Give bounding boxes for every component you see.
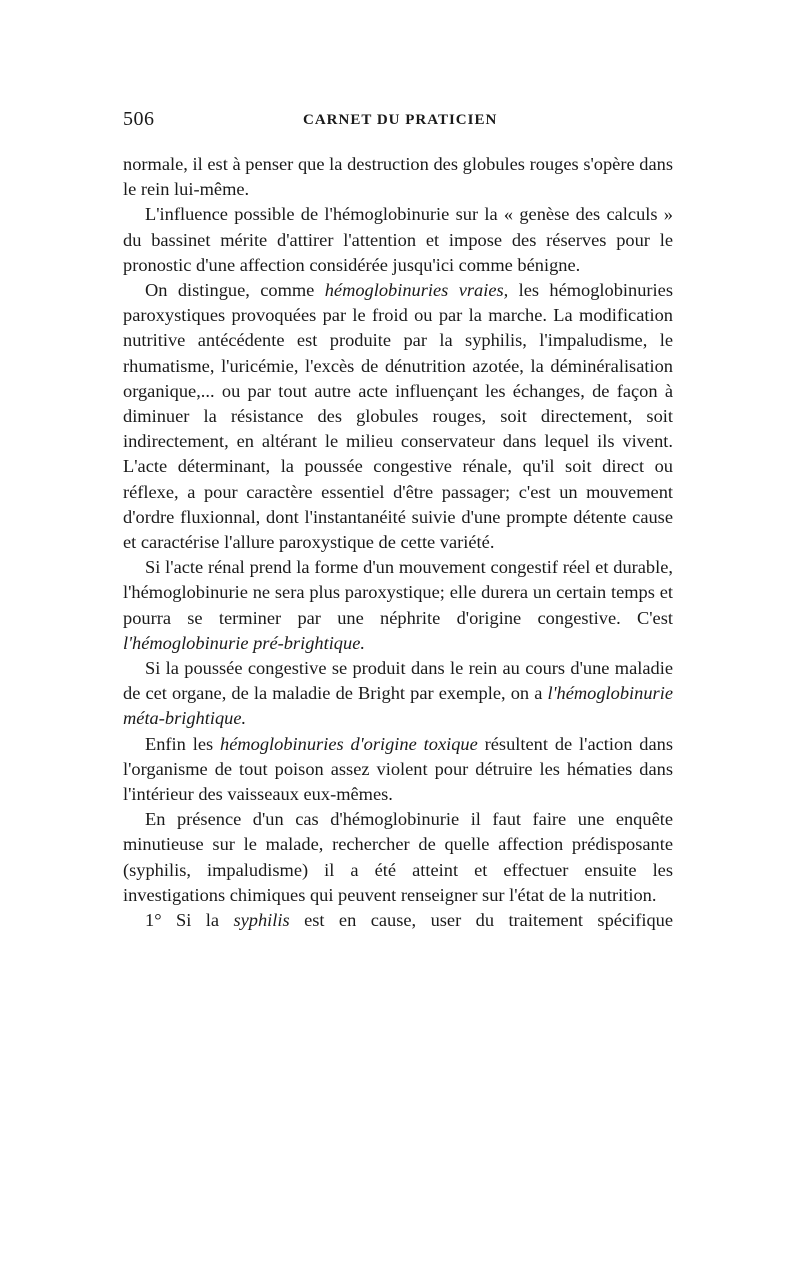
text-run: est en cause, user du traitement spécifique (289, 910, 673, 931)
page-number: 506 (123, 108, 155, 130)
paragraph (123, 807, 673, 908)
paragraph (123, 152, 673, 202)
text-run: résultent de l'action dans l'organisme de tout poison assez violent pour détruire les hématies dans l'intérieur des vaisseaux eux-mêmes. (123, 733, 673, 805)
paragraph (123, 202, 673, 278)
text-run: En présence d'un cas d'hémoglobinurie il faut faire une enquête minutieuse sur le malade, rechercher de quelle affection prédisposante (syphilis, impaludisme) il a été atteint et effectuer ensuite les investigations chimiques qui peuvent renseigner sur l'état de la nutrition. (123, 809, 673, 905)
paragraph (123, 908, 673, 933)
body-text (123, 152, 673, 933)
paragraph (123, 656, 673, 732)
italic-term: hémoglobinuries d'origine toxique (220, 733, 478, 754)
text-run: normale, il est à penser que la destruction des globules rouges s'opère dans le rein lui-même. (123, 154, 673, 200)
text-run: 1° Si la (145, 910, 234, 931)
paragraph (123, 555, 673, 656)
text-run: les hémoglobinuries paroxystiques provoquées par le froid ou par la marche. La modification nutritive antécédente est produite par la syphilis, l'impaludisme, le rhumatisme, l'uricémie, l'excès de dénutrition azotée, la déminéralisation organique,... ou par tout autre acte influençant les échanges, de façon à diminuer la résistance des globules rouges, soit directement, soit indirectement, en altérant le milieu conservateur dans lequel ils vivent. L'acte déterminant, la poussée congestive rénale, qu'il soit direct ou réflexe, a pour caractère essentiel d'être passager; c'est un mouvement d'ordre fluxionnal, dont l'instantanéité suivie d'une prompte détente cause et caractérise l'allure paroxystique de cette variété. (123, 280, 673, 553)
book-page (123, 108, 673, 933)
italic-term: l'hémoglobinurie méta-brightique. (123, 683, 673, 729)
paragraph (123, 278, 673, 555)
page-header (123, 108, 673, 142)
italic-term: hémoglobinuries vraies, (324, 280, 509, 301)
text-run: Si la poussée congestive se produit dans le rein au cours d'une maladie de cet organe, de la maladie de Bright par exemple, on a (123, 658, 673, 704)
text-run: Si l'acte rénal prend la forme d'un mouvement congestif réel et durable, l'hémoglobinurie ne sera plus paroxystique; elle durera un certain temps et pourra se terminer par une néphrite d'origine congestive. C'est (123, 557, 673, 628)
text-run: L'influence possible de l'hémoglobinurie sur la « genèse des calculs » du bassinet mérite d'attirer l'attention et impose des réserves pour le pronostic d'une affection considérée jusqu'ici comme bénigne. (123, 204, 673, 275)
italic-term: syphilis (233, 910, 290, 931)
italic-term: l'hémoglobinurie pré-brightique. (123, 632, 365, 653)
paragraph (123, 732, 673, 808)
running-title: CARNET DU PRATICIEN (303, 112, 498, 128)
text-run: On distingue, comme (145, 280, 325, 301)
text-run: Enfin les (145, 733, 221, 754)
